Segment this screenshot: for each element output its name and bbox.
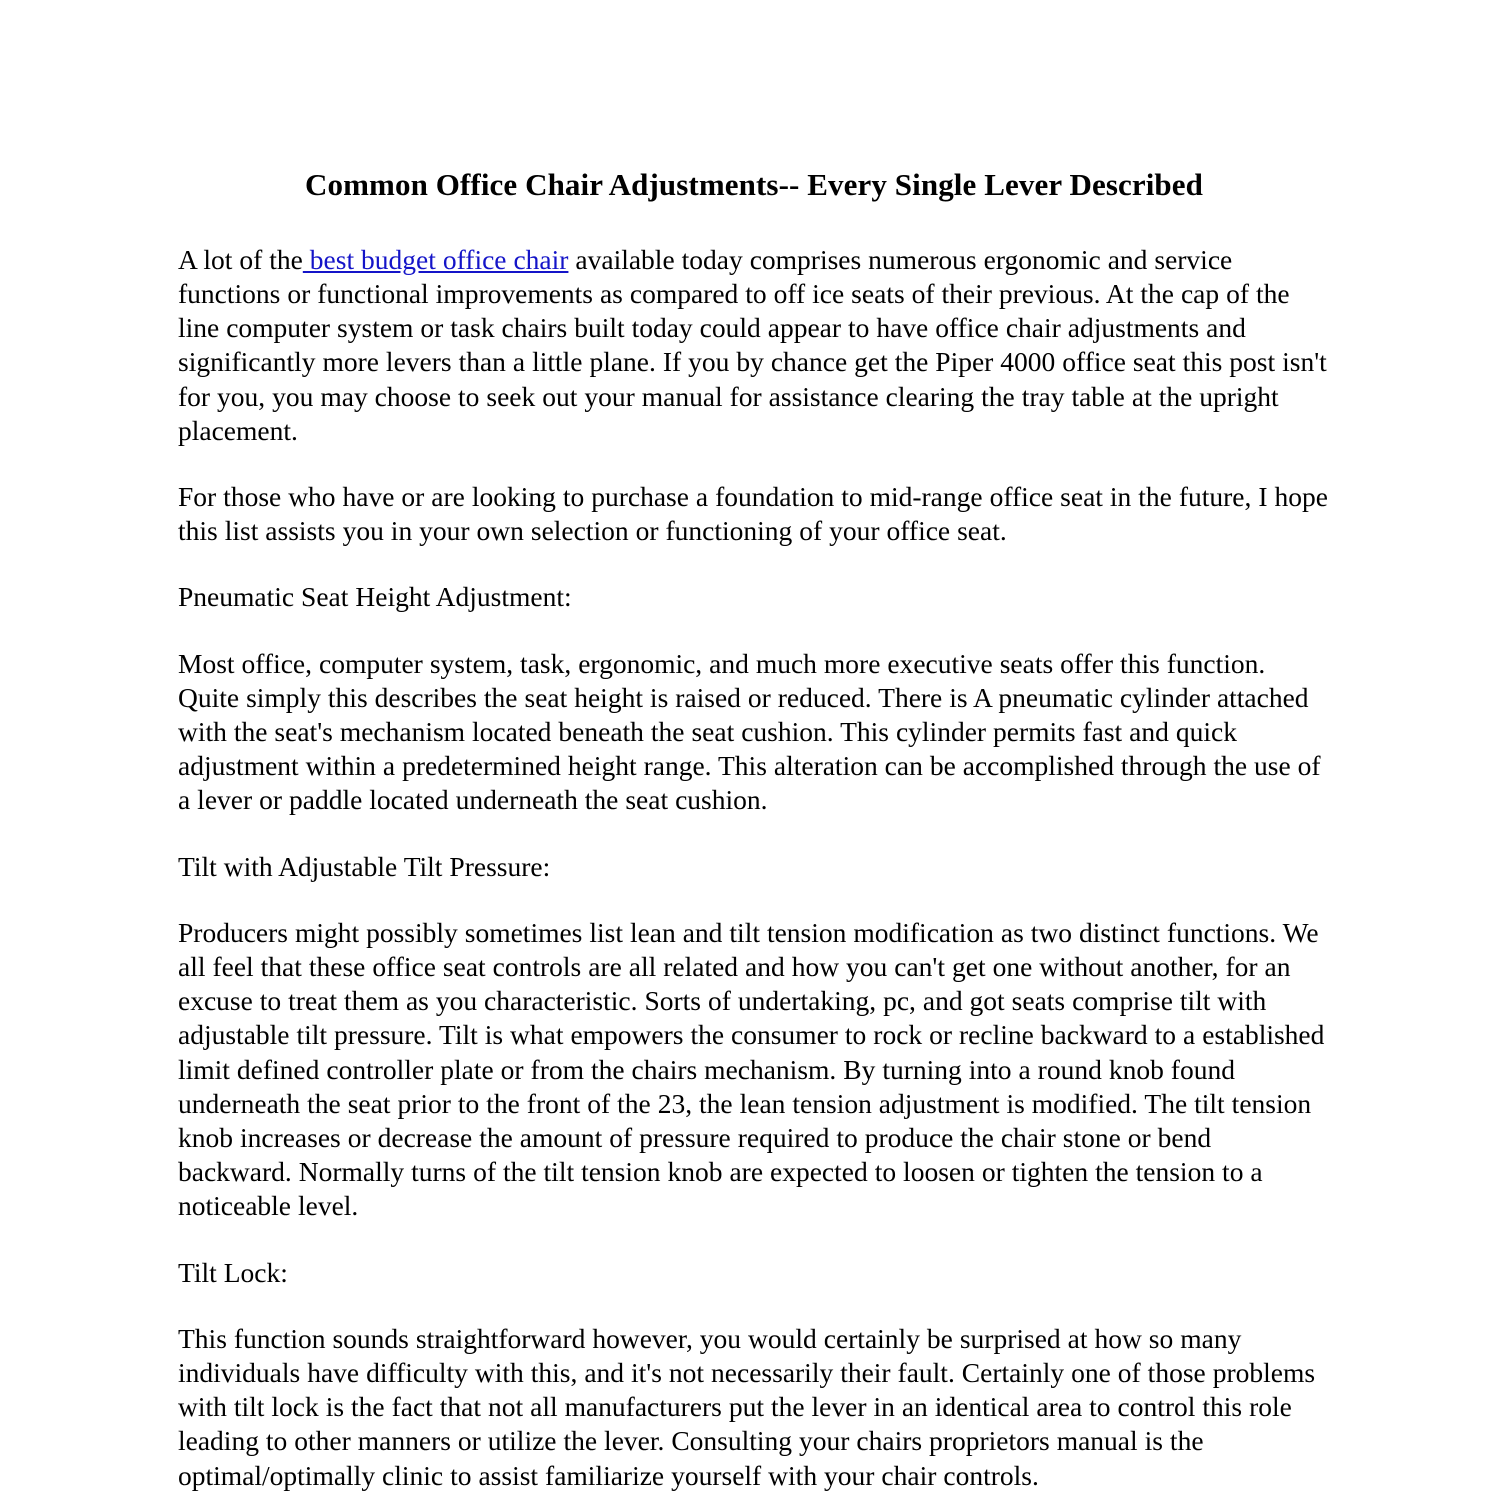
heading-tilt-lock: Tilt Lock: [178,1256,288,1288]
heading-tilt-with-adjustable-tilt-pressure: Tilt with Adjustable Tilt Pressure: [178,850,551,882]
best-budget-office-chair-link[interactable]: best budget office chair [302,243,569,275]
paragraph-purpose: For those who have or are looking to purchase a foundation to mid-range office seat in the future, I hope this list assists you in your own selection or functioning of your office seat. [178,480,1328,547]
paragraph-intro [178,243,1330,448]
intro-text-before-link: A lot of the [178,243,303,275]
paragraph-tilt-lock-body: This function sounds straightforward however, you would certainly be surprised at how so many individuals have difficulty with this, and it's not necessarily their fault. Certainly one of those problems with tilt lock is the fact that not all manufacturers put the lever in an identical area to control this role leading to other manners or utilize the lever. Consulting your chairs proprietors manual is the optimal/optimally clinic to assist familiarize yourself with your chair controls. [178,1322,1316,1491]
heading-pneumatic-seat-height-adjustment: Pneumatic Seat Height Adjustment: [178,581,572,613]
intro-text-after-link: available today comprises numerous ergonomic and service functions or functional improvements as compared to off ice seats of their previous. At the cap of the line computer system or task chairs built today could appear to have office chair adjustments and significantly more levers than a little plane. If you by chance get the Piper 4000 office seat this post isn't for you, you may choose to seek out your manual for assistance clearing the tray table at the upright placement. [178,243,1327,446]
page-title: Common Office Chair Adjustments-- Every Single Lever Described [305,167,1203,202]
paragraph-pneumatic-body: Most office, computer system, task, ergonomic, and much more executive seats offer this function. Quite simply this describes the seat height is raised or reduced. There is A pneumatic cylinder attached with the seat's mechanism located beneath the seat cushion. This cylinder permits fast and quick adjustment within a predetermined height range. This alteration can be accomplished through the use of a lever or paddle located underneath the seat cushion. [178,647,1321,816]
paragraph-tilt-pressure-body: Producers might possibly sometimes list lean and tilt tension modification as two distinct functions. We all feel that these office seat controls are all related and how you can't get one without another, for an excuse to treat them as you characteristic. Sorts of undertaking, pc, and got seats comprise tilt with adjustable tilt pressure. Tilt is what empowers the consumer to rock or recline backward to a established limit defined controller plate or from the chairs mechanism. By turning into a round knob found underneath the seat prior to the front of the 23, the lean tension adjustment is modified. The tilt tension knob increases or decrease the amount of pressure required to produce the chair stone or bend backward. Normally turns of the tilt tension knob are expected to loosen or tighten the tension to a noticeable level. [178,916,1325,1222]
document-content [178,168,1330,1493]
